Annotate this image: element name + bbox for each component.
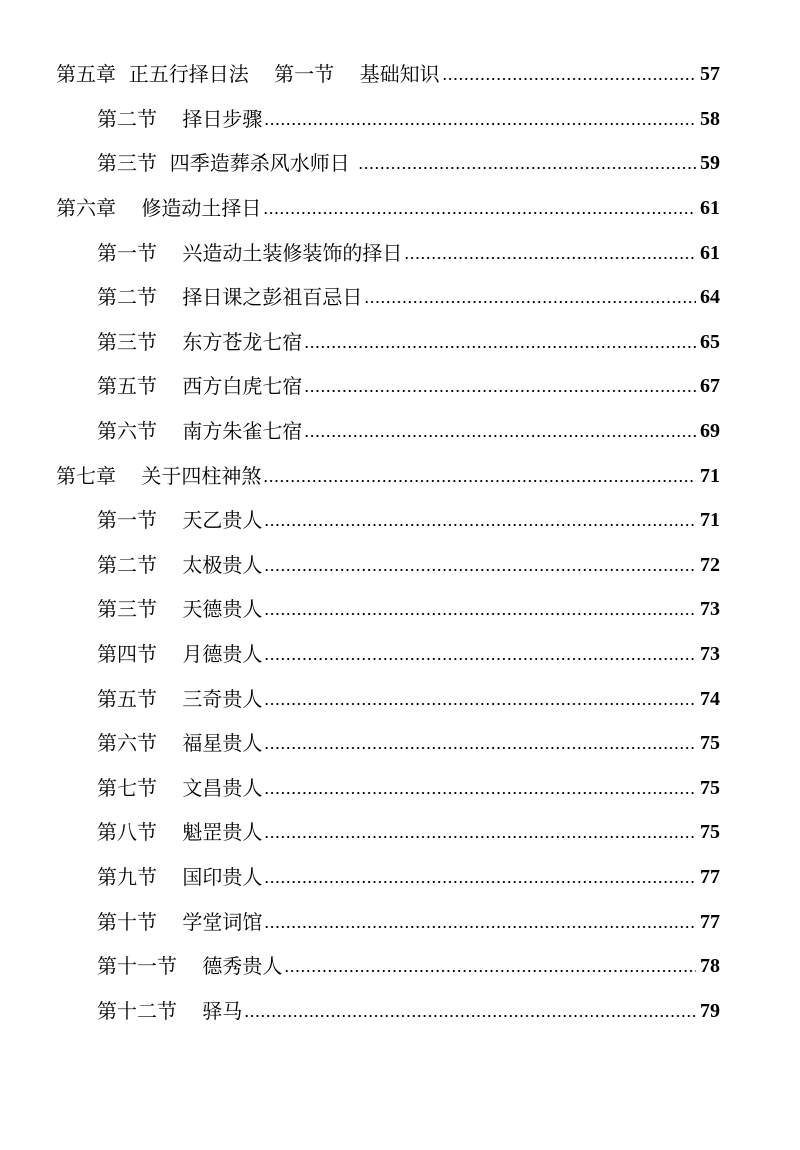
toc-entry[interactable] [0, 498, 800, 543]
toc-entry-title: 第十二节 驿马 [97, 998, 243, 1023]
toc-entry-title: 第一节 天乙贵人 [97, 508, 263, 533]
toc-entry-page: 65 [700, 330, 720, 353]
dot-leader [263, 463, 696, 483]
toc-entry-title: 第五节 西方白虎七宿 [97, 374, 303, 399]
toc-entry-title: 第十节 学堂词馆 [97, 909, 263, 934]
toc-entry[interactable] [0, 141, 800, 186]
toc-entry[interactable] [0, 453, 800, 498]
toc-entry-page: 58 [700, 107, 720, 130]
toc-entry-title: 第二节 太极贵人 [97, 552, 263, 577]
dot-leader [264, 730, 696, 750]
toc-entry-title: 第四节 月德贵人 [97, 642, 263, 667]
dot-leader [304, 373, 696, 393]
toc-entry[interactable] [0, 230, 800, 275]
toc-entry[interactable] [0, 855, 800, 900]
dot-leader [264, 864, 696, 884]
toc-entry-page: 57 [700, 63, 720, 86]
toc-entry[interactable] [0, 721, 800, 766]
toc-entry[interactable] [0, 632, 800, 677]
dot-leader [284, 953, 696, 973]
dot-leader [358, 150, 696, 170]
dot-leader [364, 284, 696, 304]
toc-entry-title: 第三节 天德贵人 [97, 597, 263, 622]
toc-entry-title: 第三节 东方苍龙七宿 [97, 329, 303, 354]
toc-entry-page: 67 [700, 375, 720, 398]
toc-entry-page: 73 [700, 643, 720, 666]
toc-entry-title: 第七章 关于四柱神煞 [56, 463, 262, 488]
toc-entry[interactable] [0, 275, 800, 320]
toc-entry[interactable] [0, 899, 800, 944]
toc-entry-page: 77 [700, 865, 720, 888]
table-of-contents [0, 52, 800, 1033]
toc-entry-title: 第九节 国印贵人 [97, 864, 263, 889]
toc-entry[interactable] [0, 543, 800, 588]
toc-entry[interactable] [0, 766, 800, 811]
toc-entry-page: 71 [700, 509, 720, 532]
toc-entry-page: 69 [700, 420, 720, 443]
dot-leader [264, 507, 696, 527]
toc-entry[interactable] [0, 944, 800, 989]
toc-entry[interactable] [0, 52, 800, 97]
toc-entry-title: 第三节 四季造葬杀风水师日 [97, 151, 357, 176]
dot-leader [244, 998, 696, 1018]
dot-leader [304, 418, 696, 438]
toc-entry-page: 72 [700, 553, 720, 576]
toc-entry[interactable] [0, 988, 800, 1033]
dot-leader [264, 641, 696, 661]
dot-leader [264, 686, 696, 706]
dot-leader [264, 106, 696, 126]
toc-entry[interactable] [0, 186, 800, 231]
toc-entry-title: 第七节 文昌贵人 [97, 775, 263, 800]
toc-entry-page: 61 [700, 241, 720, 264]
toc-entry[interactable] [0, 364, 800, 409]
toc-entry-title: 第八节 魁罡贵人 [97, 820, 263, 845]
toc-entry-title: 第六节 福星贵人 [97, 731, 263, 756]
dot-leader [264, 819, 696, 839]
toc-entry-title: 第一节 兴造动土装修装饰的择日 [97, 240, 403, 265]
dot-leader [442, 61, 696, 81]
toc-entry-title: 第二节 择日课之彭祖百忌日 [97, 285, 363, 310]
toc-entry-title: 第十一节 德秀贵人 [97, 954, 283, 979]
dot-leader [264, 596, 696, 616]
toc-entry-title: 第六章 修造动土择日 [56, 196, 262, 221]
toc-entry-title: 第二节 择日步骤 [97, 106, 263, 131]
toc-entry-page: 71 [700, 464, 720, 487]
toc-entry[interactable] [0, 676, 800, 721]
toc-entry-page: 74 [700, 687, 720, 710]
dot-leader [263, 195, 696, 215]
toc-entry-title: 第五章 正五行择日法 第一节 基础知识 [56, 62, 440, 87]
toc-entry[interactable] [0, 97, 800, 142]
toc-entry-page: 64 [700, 286, 720, 309]
dot-leader [264, 552, 696, 572]
toc-entry-page: 59 [700, 152, 720, 175]
toc-entry-page: 61 [700, 197, 720, 220]
toc-entry-page: 75 [700, 821, 720, 844]
toc-entry-page: 75 [700, 732, 720, 755]
toc-entry-page: 75 [700, 776, 720, 799]
toc-entry[interactable] [0, 409, 800, 454]
toc-entry-page: 78 [700, 955, 720, 978]
toc-entry-page: 77 [700, 910, 720, 933]
toc-entry-title: 第五节 三奇贵人 [97, 686, 263, 711]
dot-leader [404, 240, 696, 260]
toc-entry-title: 第六节 南方朱雀七宿 [97, 419, 303, 444]
toc-entry[interactable] [0, 810, 800, 855]
toc-entry-page: 73 [700, 598, 720, 621]
dot-leader [264, 775, 696, 795]
dot-leader [304, 329, 696, 349]
toc-entry[interactable] [0, 587, 800, 632]
toc-entry[interactable] [0, 320, 800, 365]
dot-leader [264, 909, 696, 929]
toc-entry-page: 79 [700, 999, 720, 1022]
